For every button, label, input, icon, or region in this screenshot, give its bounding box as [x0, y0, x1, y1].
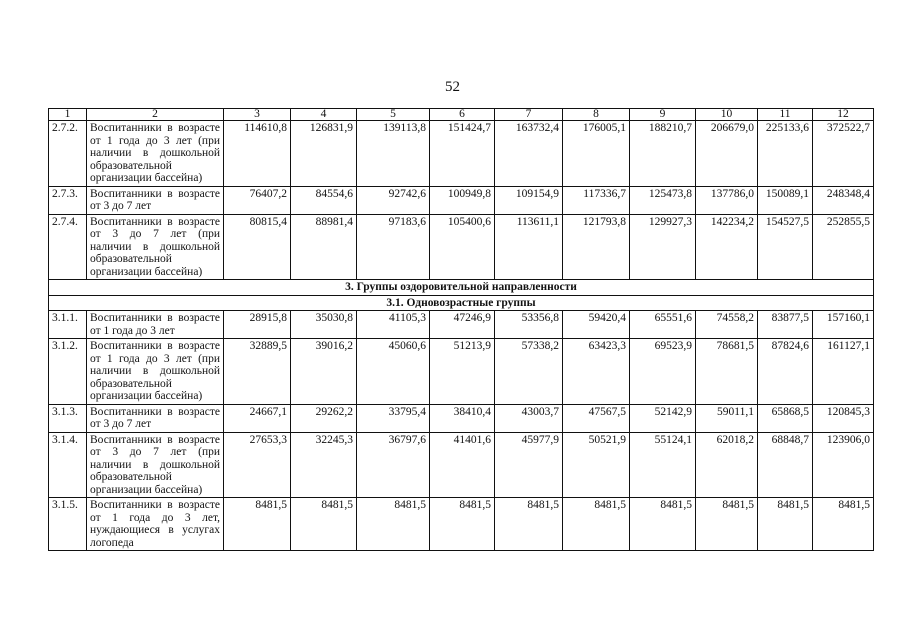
row-value: 372522,7 — [813, 121, 874, 187]
row-value: 123906,0 — [813, 432, 874, 498]
row-value: 68848,7 — [758, 432, 813, 498]
row-value: 65868,5 — [758, 404, 813, 432]
table-row — [49, 339, 874, 405]
row-value: 38410,4 — [430, 404, 495, 432]
column-number: 10 — [696, 109, 758, 121]
row-value: 154527,5 — [758, 214, 813, 280]
row-value: 163732,4 — [495, 121, 563, 187]
row-value: 32889,5 — [224, 339, 291, 405]
row-value: 62018,2 — [696, 432, 758, 498]
row-value: 8481,5 — [430, 498, 495, 551]
table-row — [49, 311, 874, 339]
row-value: 76407,2 — [224, 186, 291, 214]
row-value: 206679,0 — [696, 121, 758, 187]
row-value: 83877,5 — [758, 311, 813, 339]
row-value: 8481,5 — [357, 498, 430, 551]
row-value: 8481,5 — [696, 498, 758, 551]
row-value: 176005,1 — [563, 121, 630, 187]
row-value: 126831,9 — [291, 121, 357, 187]
table-row — [49, 121, 874, 187]
column-number: 4 — [291, 109, 357, 121]
column-number: 3 — [224, 109, 291, 121]
row-code: 3.1.3. — [49, 404, 87, 432]
row-value: 57338,2 — [495, 339, 563, 405]
row-value: 121793,8 — [563, 214, 630, 280]
row-value: 137786,0 — [696, 186, 758, 214]
column-number: 11 — [758, 109, 813, 121]
row-value: 36797,6 — [357, 432, 430, 498]
row-value: 50521,9 — [563, 432, 630, 498]
row-description: Воспитанники в возрасте от 3 до 7 лет (при наличии в дошкольной образовательной организации бассейна) — [87, 214, 224, 280]
column-number-row — [49, 109, 874, 121]
row-value: 53356,8 — [495, 311, 563, 339]
row-value: 78681,5 — [696, 339, 758, 405]
row-description: Воспитанники в возрасте от 1 года до 3 лет — [87, 311, 224, 339]
page-number: 52 — [445, 79, 460, 95]
table-row — [49, 186, 874, 214]
column-number: 1 — [49, 109, 87, 121]
row-value: 84554,6 — [291, 186, 357, 214]
row-value: 142234,2 — [696, 214, 758, 280]
section-title: 3. Группы оздоровительной направленности — [49, 280, 874, 296]
row-value: 252855,5 — [813, 214, 874, 280]
column-number: 9 — [630, 109, 696, 121]
column-number: 12 — [813, 109, 874, 121]
row-value: 69523,9 — [630, 339, 696, 405]
row-value: 139113,8 — [357, 121, 430, 187]
row-code: 3.1.2. — [49, 339, 87, 405]
subsection-title: 3.1. Одновозрастные группы — [49, 295, 874, 311]
row-value: 55124,1 — [630, 432, 696, 498]
row-description: Воспитанники в возрасте от 1 года до 3 лет (при наличии в дошкольной образовательной организации бассейна) — [87, 121, 224, 187]
row-description: Воспитанники в возрасте от 1 года до 3 лет (при наличии в дошкольной образовательной организации бассейна) — [87, 339, 224, 405]
row-value: 100949,8 — [430, 186, 495, 214]
row-value: 129927,3 — [630, 214, 696, 280]
row-value: 188210,7 — [630, 121, 696, 187]
row-value: 59420,4 — [563, 311, 630, 339]
row-value: 24667,1 — [224, 404, 291, 432]
row-description: Воспитанники в возрасте от 1 года до 3 лет, нуждающиеся в услугах логопеда — [87, 498, 224, 551]
row-value: 59011,1 — [696, 404, 758, 432]
row-value: 51213,9 — [430, 339, 495, 405]
row-value: 43003,7 — [495, 404, 563, 432]
row-value: 29262,2 — [291, 404, 357, 432]
row-value: 80815,4 — [224, 214, 291, 280]
row-value: 248348,4 — [813, 186, 874, 214]
row-code: 3.1.5. — [49, 498, 87, 551]
row-value: 8481,5 — [495, 498, 563, 551]
row-value: 8481,5 — [563, 498, 630, 551]
row-value: 35030,8 — [291, 311, 357, 339]
row-code: 2.7.4. — [49, 214, 87, 280]
column-number: 5 — [357, 109, 430, 121]
row-value: 92742,6 — [357, 186, 430, 214]
row-value: 52142,9 — [630, 404, 696, 432]
row-value: 63423,3 — [563, 339, 630, 405]
table-row — [49, 432, 874, 498]
row-code: 3.1.4. — [49, 432, 87, 498]
row-description: Воспитанники в возрасте от 3 до 7 лет — [87, 186, 224, 214]
row-value: 8481,5 — [813, 498, 874, 551]
table-row — [49, 404, 874, 432]
column-number: 2 — [87, 109, 224, 121]
row-value: 45060,6 — [357, 339, 430, 405]
table-row — [49, 214, 874, 280]
row-value: 47246,9 — [430, 311, 495, 339]
row-value: 47567,5 — [563, 404, 630, 432]
row-value: 45977,9 — [495, 432, 563, 498]
row-value: 41105,3 — [357, 311, 430, 339]
row-value: 33795,4 — [357, 404, 430, 432]
section-title-row — [49, 280, 874, 296]
row-description: Воспитанники в возрасте от 3 до 7 лет — [87, 404, 224, 432]
subsection-title-row — [49, 295, 874, 311]
row-description: Воспитанники в возрасте от 3 до 7 лет (при наличии в дошкольной образовательной организации бассейна) — [87, 432, 224, 498]
column-number: 6 — [430, 109, 495, 121]
row-value: 120845,3 — [813, 404, 874, 432]
row-value: 225133,6 — [758, 121, 813, 187]
row-code: 3.1.1. — [49, 311, 87, 339]
tariff-table — [48, 108, 874, 551]
table-row — [49, 498, 874, 551]
row-value: 8481,5 — [630, 498, 696, 551]
row-value: 151424,7 — [430, 121, 495, 187]
column-number: 8 — [563, 109, 630, 121]
row-value: 65551,6 — [630, 311, 696, 339]
row-value: 8481,5 — [291, 498, 357, 551]
row-value: 32245,3 — [291, 432, 357, 498]
row-value: 88981,4 — [291, 214, 357, 280]
row-value: 109154,9 — [495, 186, 563, 214]
row-value: 113611,1 — [495, 214, 563, 280]
row-value: 117336,7 — [563, 186, 630, 214]
row-code: 2.7.2. — [49, 121, 87, 187]
row-value: 114610,8 — [224, 121, 291, 187]
row-value: 105400,6 — [430, 214, 495, 280]
row-value: 161127,1 — [813, 339, 874, 405]
row-value: 125473,8 — [630, 186, 696, 214]
column-number: 7 — [495, 109, 563, 121]
row-value: 28915,8 — [224, 311, 291, 339]
row-value: 74558,2 — [696, 311, 758, 339]
row-value: 8481,5 — [224, 498, 291, 551]
row-value: 87824,6 — [758, 339, 813, 405]
row-code: 2.7.3. — [49, 186, 87, 214]
table-body — [49, 109, 874, 551]
row-value: 27653,3 — [224, 432, 291, 498]
row-value: 8481,5 — [758, 498, 813, 551]
row-value: 97183,6 — [357, 214, 430, 280]
row-value: 41401,6 — [430, 432, 495, 498]
row-value: 150089,1 — [758, 186, 813, 214]
row-value: 39016,2 — [291, 339, 357, 405]
row-value: 157160,1 — [813, 311, 874, 339]
